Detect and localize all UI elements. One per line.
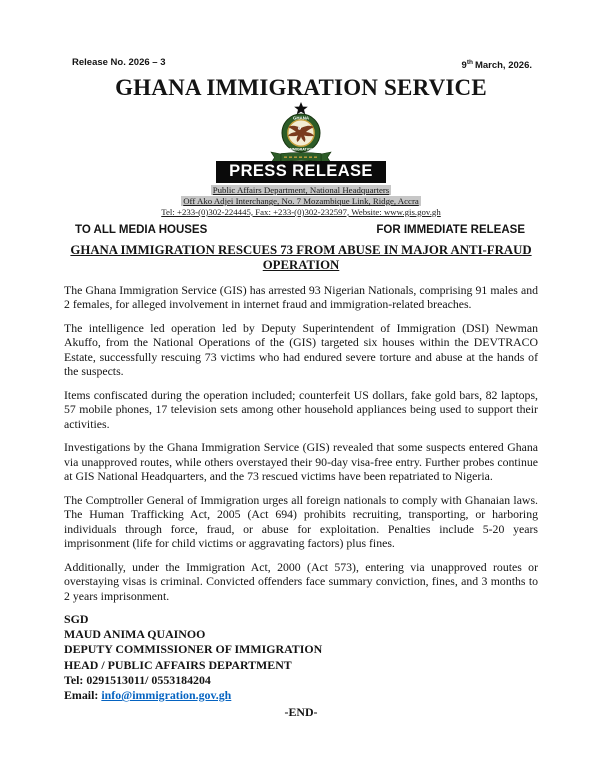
gis-crest	[64, 101, 538, 165]
body-paragraph: Investigations by the Ghana Immigration Service (GIS) revealed that some suspects entered Ghana via unapproved routes, while others overstayed their 90-day visa-free entry. Further probes continue at GIS National Headquarters, and the 73 rescued victims have been repatriated to Nigeria.	[64, 440, 538, 484]
address-line-2: Off Ako Adjei Interchange, No. 7 Mozambique Link, Ridge, Accra	[183, 195, 419, 206]
email-label: Email:	[64, 688, 102, 703]
body-paragraph: Additionally, under the Immigration Act, 2000 (Act 573), entering via unapproved routes or overstaying visas is criminal. Convicted offenders face summary conviction, fines, and 3 months to 2 years imprisonment.	[64, 559, 538, 603]
contact-email-row	[64, 688, 538, 703]
headline: GHANA IMMIGRATION RESCUES 73 FROM ABUSE IN MAJOR ANTI-FRAUD OPERATION	[70, 242, 532, 273]
emblem-bottom-label: IMMIGRATION	[288, 147, 314, 152]
signatory-name: MAUD ANIMA QUAINOO	[64, 627, 206, 642]
page-title: GHANA IMMIGRATION SERVICE	[115, 75, 487, 101]
address-line-3: Tel: +233-(0)302-224445, Fax: +233-(0)302-232597, Website: www.gis.gov.gh	[161, 206, 441, 217]
body-paragraph: Items confiscated during the operation included; counterfeit US dollars, fake gold bars, 82 laptops, 57 mobile phones, 17 television sets among other household appliances being used to support their activities.	[64, 387, 538, 431]
body-paragraph: The Comptroller General of Immigration urges all foreign nationals to comply with Ghanaian laws. The Human Trafficking Act, 2005 (Act 694) prohibits recruiting, transporting, or harboring individuals through force, fraud, or abuse for exploitation. Penalties include 5-20 years imprisonment (life for child victims or aggravating factors) plus fines.	[64, 492, 538, 551]
address-line-1: Public Affairs Department, National Headquarters	[212, 185, 390, 196]
body-paragraph: The Ghana Immigration Service (GIS) has arrested 93 Nigerian Nationals, comprising 91 males and 2 females, for alleged involvement in internet fraud and immigration-related breaches.	[64, 282, 538, 312]
contact-tel: Tel: 0291513011/ 0553184204	[64, 672, 211, 687]
document-meta-row	[64, 57, 538, 71]
email-link[interactable]: info@immigration.gov.gh	[101, 688, 232, 703]
press-release-banner: PRESS RELEASE	[216, 161, 386, 183]
signature-sgd: SGD	[64, 612, 89, 627]
gis-crest-graphic	[249, 101, 353, 165]
signatory-title-2: HEAD / PUBLIC AFFAIRS DEPARTMENT	[64, 657, 292, 672]
to-all-media-houses-label: TO ALL MEDIA HOUSES	[75, 223, 208, 236]
eagle-eye	[299, 128, 300, 129]
signatory-title-1: DEPUTY COMMISSIONER OF IMMIGRATION	[64, 642, 323, 657]
address-block	[64, 185, 538, 217]
release-date: 9th March, 2026.	[461, 59, 532, 72]
emblem-top-label: GHANA	[292, 115, 310, 121]
body-paragraph: The intelligence led operation led by Deputy Superintendent of Immigration (DSI) Newman Akuffo, from the National Operations of the (GIS) targeted six houses within the DEVTRACO Estate, successfully rescuing 73 victims who had endured severe torture and abuse at the hands of the suspects.	[64, 320, 538, 379]
end-marker: -END-	[284, 705, 318, 720]
distribution-row	[64, 224, 538, 237]
for-immediate-release-label: FOR IMMEDIATE RELEASE	[376, 223, 525, 236]
star-icon	[294, 102, 308, 114]
release-number: Release No. 2026 – 3	[72, 57, 166, 68]
date-ordinal-suffix: th	[466, 59, 473, 66]
signature-block	[64, 612, 538, 703]
body-text	[64, 283, 538, 604]
